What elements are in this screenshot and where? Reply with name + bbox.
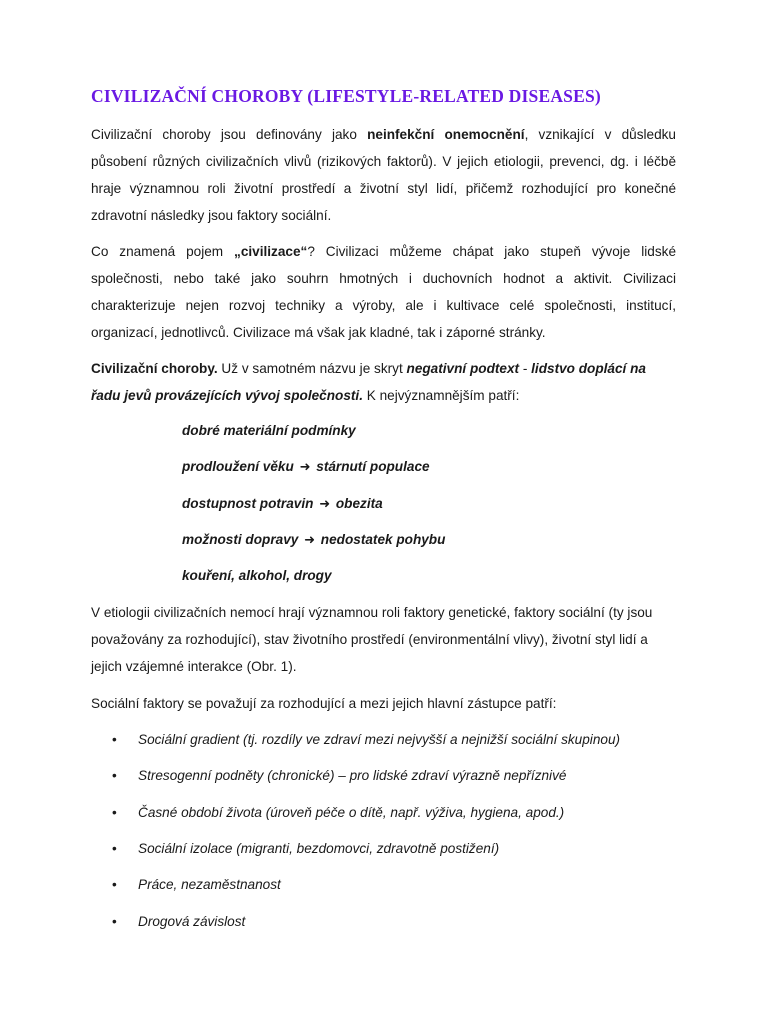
factor-text: prodloužení věku [182, 459, 294, 474]
factor-text: kouření, alkohol, drogy [182, 568, 332, 583]
diseases-text-b: Už v samotném názvu je skryt [217, 361, 407, 376]
list-item-text: Časné období života (úroveň péče o dítě, např. výživa, hygiena, apod.) [138, 805, 565, 820]
factor-result: stárnutí populace [316, 459, 430, 474]
arrow-right-icon: ➜ [299, 459, 311, 474]
factor-item [182, 423, 356, 438]
bullet-icon: • [112, 805, 117, 820]
list-item-text: Sociální gradient (tj. rozdíly ve zdraví mezi nejvyšší a nejnižší sociální skupinou) [138, 732, 621, 747]
diseases-text-f: K nejvýznamnějším patří: [362, 388, 520, 403]
list-item [0, 801, 768, 825]
intro-paragraph [91, 121, 676, 229]
civilization-text-c: ? Civilizaci můžeme chápat jako stupeň vývoje lidské společnosti, nebo také jako souhrn hmotných i duchovních hodnot a aktivit. Civilizaci charakterizuje nejen rozvoj techniky a výroby, ale i kultivace celé společnosti, institucí, organizací, jednotlivců. Civilizace má však jak kladné, tak i záporné stránky. [91, 244, 677, 340]
diseases-paragraph [91, 355, 676, 409]
arrow-right-icon: ➜ [304, 532, 316, 547]
list-item [0, 728, 768, 752]
diseases-emphasis: lidstvo doplácí na řadu jevů provázejících vývoj společnosti. [91, 361, 646, 403]
civilization-term: „civilizace“ [234, 244, 308, 259]
diseases-dash: - [519, 361, 532, 376]
arrow-right-icon: ➜ [319, 496, 331, 511]
factor-text: dobré materiální podmínky [182, 423, 356, 438]
intro-emphasis: neinfekční onemocnění [367, 127, 525, 142]
bullet-icon: • [112, 841, 117, 856]
factor-item [182, 496, 383, 512]
bullet-icon: • [112, 768, 117, 783]
factor-item [182, 532, 445, 548]
civilization-text-a: Co znamená pojem [91, 244, 235, 259]
page-title: CIVILIZAČNÍ CHOROBY (LIFESTYLE-RELATED DISEASES) [91, 86, 601, 106]
intro-text-a: Civilizační choroby jsou definovány jako [91, 127, 368, 142]
etiology-paragraph: V etiologii civilizačních nemocí hrají významnou roli faktory genetické, faktory sociální (ty jsou považovány za rozhodující), stav životního prostředí (environmentální vlivy), životní styl lidí a jejich vzájemné interakce (Obr. 1). [91, 605, 653, 674]
intro-text-c: , vznikající v důsledku působení různých civilizačních vlivů (rizikových faktorů). V jejich etiologii, prevenci, dg. i léčbě hraje významnou roli životní prostředí a životní styl lidí, přičemž rozhodující pro konečné zdravotní následky jsou faktory sociální. [91, 127, 676, 223]
civilization-paragraph [91, 238, 676, 346]
factor-item [182, 568, 332, 583]
list-item [0, 910, 768, 934]
factor-result: nedostatek pohybu [320, 532, 446, 547]
list-item-text: Práce, nezaměstnanost [138, 877, 281, 892]
bullet-icon: • [112, 732, 117, 747]
bullet-icon: • [112, 914, 117, 929]
list-item [0, 873, 768, 897]
list-item [0, 837, 768, 861]
diseases-heading: Civilizační choroby. [91, 361, 218, 376]
list-item-text: Drogová závislost [138, 914, 246, 929]
negative-subtext: negativní podtext [406, 361, 520, 376]
list-item-text: Stresogenní podněty (chronické) – pro lidské zdraví výrazně nepříznivé [138, 768, 567, 783]
list-item-text: Sociální izolace (migranti, bezdomovci, zdravotně postižení) [138, 841, 500, 856]
factor-text: možnosti dopravy [182, 532, 299, 547]
list-item [0, 764, 768, 788]
social-factors-intro: Sociální faktory se považují za rozhodující a mezi jejich hlavní zástupce patří: [91, 696, 557, 711]
bullet-icon: • [112, 877, 117, 892]
factor-result: obezita [335, 496, 383, 511]
factor-item [182, 459, 430, 475]
factor-text: dostupnost potravin [182, 496, 314, 511]
